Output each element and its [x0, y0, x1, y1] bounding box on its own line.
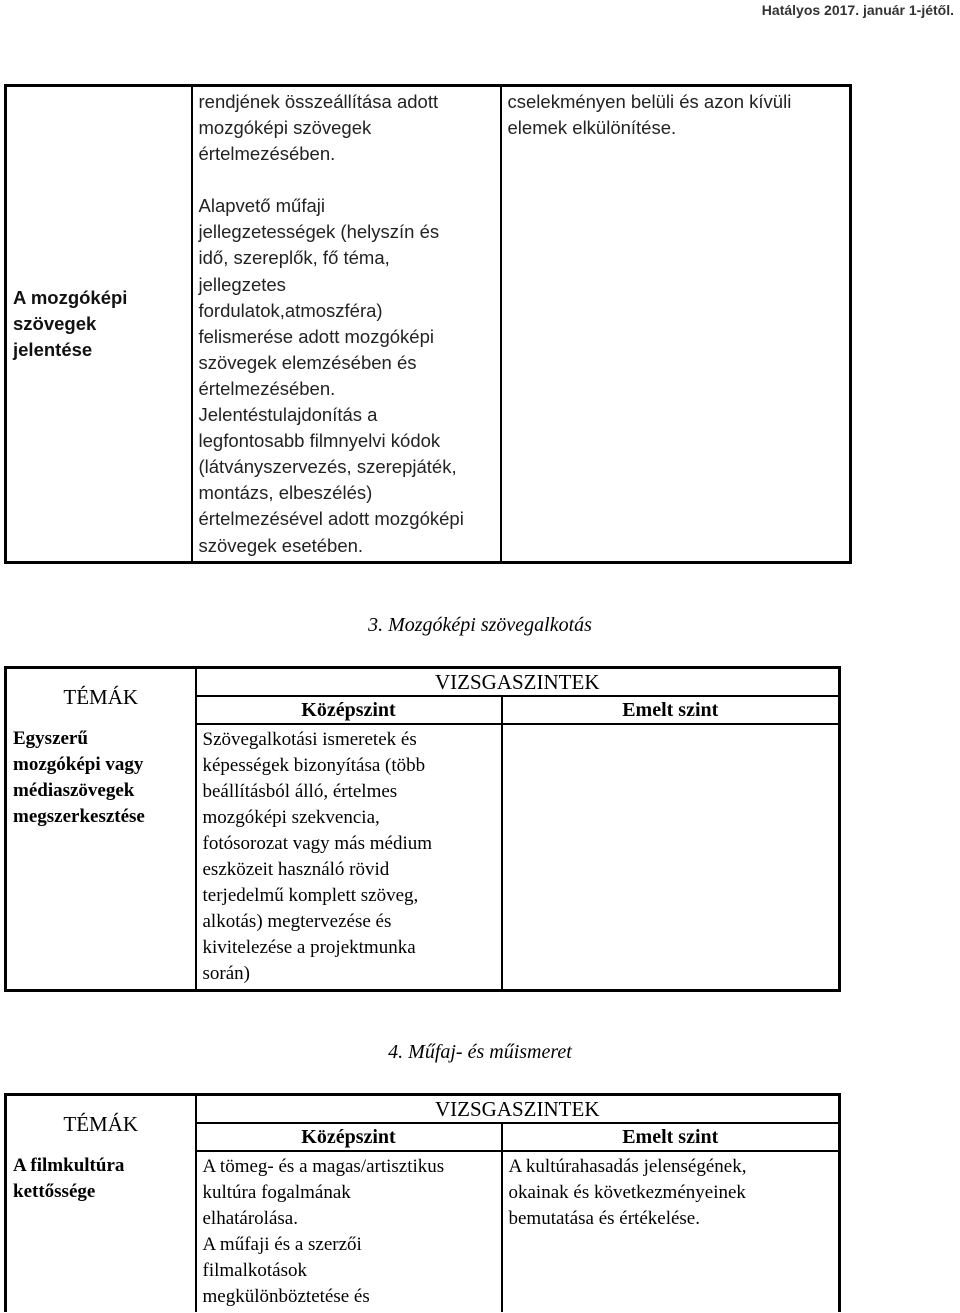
- topic-text: A filmkultúra kettőssége: [13, 1155, 125, 1202]
- col-header-topics-label: TÉMÁK: [63, 684, 139, 709]
- table-mufaj-muismeret: [4, 1093, 841, 1312]
- topic-text: A mozgóképi szövegek jelentése: [13, 286, 128, 361]
- topic-text: Egyszerű mozgóképi vagy médiaszövegek megszerkesztése: [13, 728, 145, 827]
- mid-level-text-2: Alapvető műfaji jellegzetességek (helyszín és idő, szereplők, fő téma, jellegzetes fordulatok,atmoszféra) felismerése adott mozgóképi szövegek elemzésében és értelmezésében. Jelentéstulajdonítás a legfontosabb filmnyelvi kódok (látványszervezés, szerepjáték, montázs, elbeszélés) értelmezésével adott mozgóképi szövegek esetében.: [198, 195, 464, 556]
- mid-level-text-1: rendjének összeállítása adott mozgóképi szövegek értelmezésében.: [198, 91, 439, 165]
- high-level-cell: [502, 724, 840, 991]
- col-header-mid: [196, 696, 502, 724]
- col-header-high-label: Emelt szint: [622, 1126, 719, 1148]
- table-mozgokepi-jelentes: [4, 84, 852, 564]
- table-szovegalkotas: [4, 666, 841, 992]
- mid-level-text: A tömeg- és a magas/artisztikus kultúra fogalmának elhatárolása. A műfaji és a szerzői filmalkotások megkülönböztetése és: [202, 1156, 445, 1307]
- table-row: [6, 86, 851, 563]
- col-header-high: [502, 1123, 840, 1151]
- col-header-topics-label: TÉMÁK: [63, 1111, 139, 1136]
- section-title-4: 4. Műfaj- és műismeret: [388, 1041, 572, 1063]
- table-row: [6, 668, 840, 697]
- section-title-3: 3. Mozgóképi szövegalkotás: [368, 614, 592, 636]
- col-header-high: [502, 696, 840, 724]
- col-header-high-label: Emelt szint: [622, 699, 719, 721]
- table-row: [6, 724, 840, 991]
- col-header-mid-label: Középszint: [301, 699, 396, 721]
- col-header-levels: [196, 668, 840, 697]
- effective-date-header: Hatályos 2017. január 1-jétől.: [761, 2, 954, 18]
- col-header-topics: [6, 1095, 196, 1152]
- col-header-levels-label: VIZSGASZINTEK: [435, 670, 600, 694]
- mid-level-cell: [196, 724, 502, 991]
- mid-level-cell: [192, 86, 501, 563]
- mid-level-cell: [196, 1151, 502, 1312]
- table-row: [6, 1151, 840, 1312]
- col-header-levels: [196, 1095, 840, 1124]
- high-level-cell: [501, 86, 851, 563]
- high-level-cell: [502, 1151, 840, 1312]
- col-header-topics: [6, 668, 196, 725]
- topic-cell: [6, 724, 196, 991]
- col-header-mid: [196, 1123, 502, 1151]
- mid-level-text: Szövegalkotási ismeretek és képességek bizonyítása (több beállításból álló, értelmes mozgóképi szekvencia, fotósorozat vagy más médium eszközeit használó rövid terjedelmű komplett szöveg, alkotás) megtervezése és kivitelezése a projektmunka során): [202, 729, 433, 984]
- high-level-text-1: cselekményen belüli és azon kívüli elemek elkülönítése.: [507, 91, 792, 139]
- topic-cell: [6, 1151, 196, 1312]
- col-header-mid-label: Középszint: [301, 1126, 396, 1148]
- high-level-text: A kultúrahasadás jelenségének, okainak és következményeinek bemutatása és értékelése.: [508, 1156, 747, 1229]
- col-header-levels-label: VIZSGASZINTEK: [435, 1097, 600, 1121]
- topic-cell: [6, 86, 192, 563]
- table-row: [6, 1095, 840, 1124]
